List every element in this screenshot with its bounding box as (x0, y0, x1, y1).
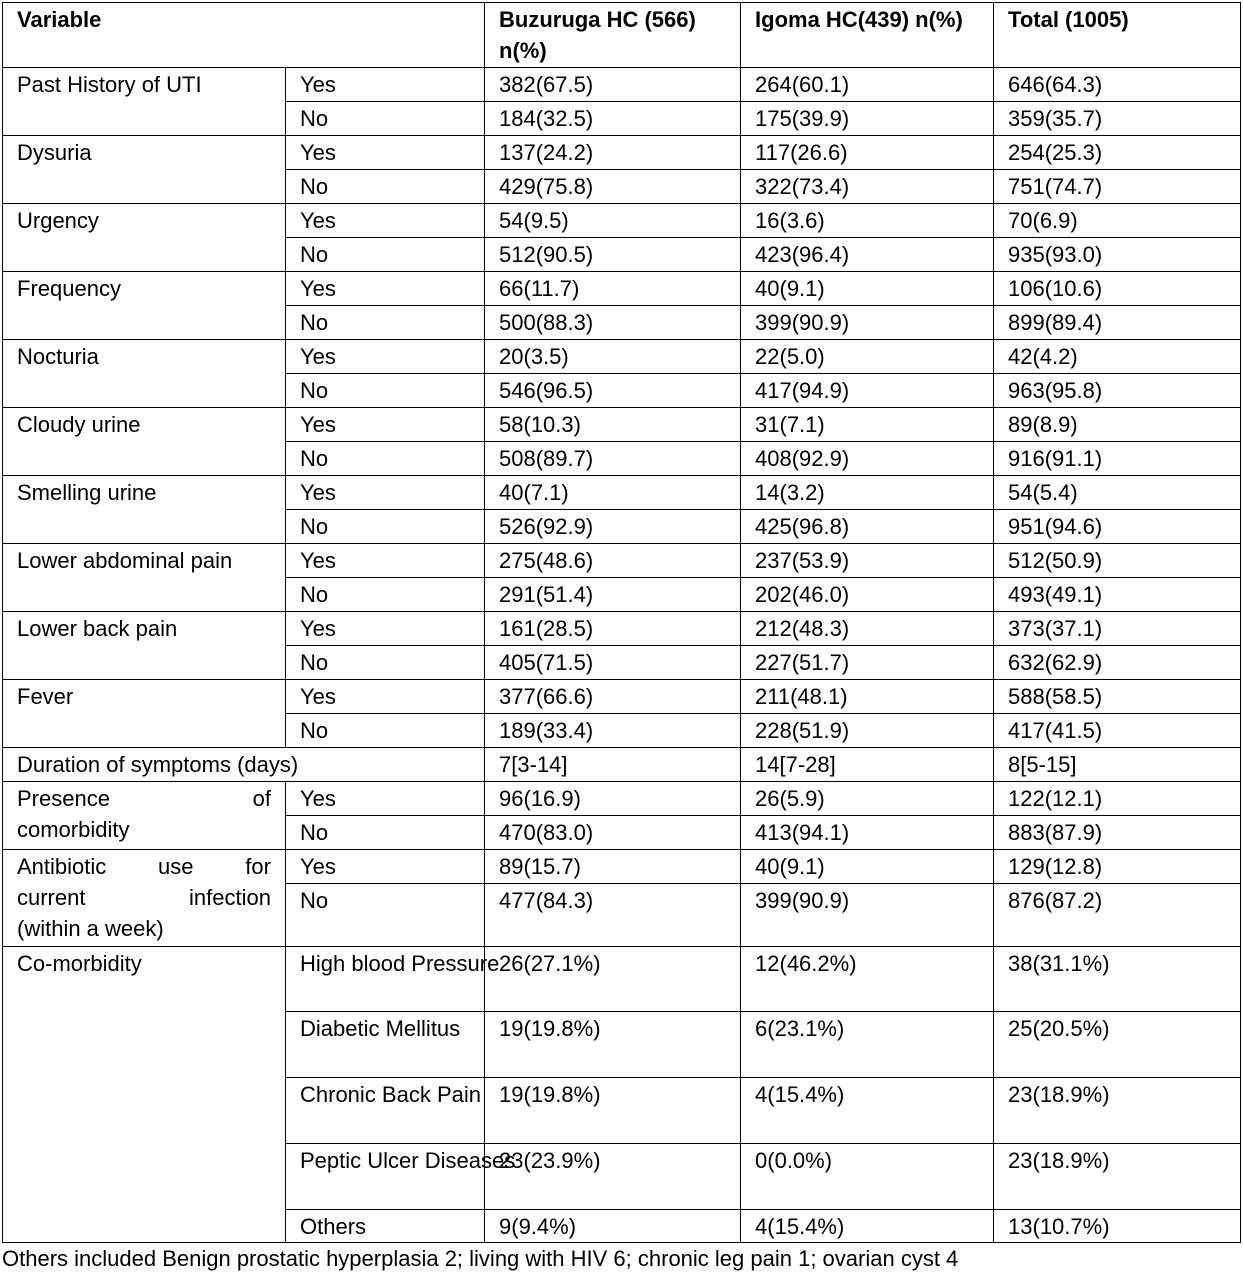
total-cell: 359(35.7) (994, 102, 1241, 136)
igoma-cell: 322(73.4) (741, 170, 994, 204)
table-row (3, 476, 1241, 510)
total-cell: 13(10.7%) (994, 1210, 1241, 1243)
igoma-cell: 12(46.2%) (741, 947, 994, 1012)
buzuruga-cell: 382(67.5) (485, 68, 741, 102)
total-cell: 935(93.0) (994, 238, 1241, 272)
igoma-cell: 0(0.0%) (741, 1144, 994, 1210)
response-cell: No (286, 374, 485, 408)
variable-label: Lower back pain (3, 612, 286, 680)
table-row (3, 680, 1241, 714)
response-cell: Peptic Ulcer Diseases (286, 1144, 485, 1210)
header-igoma (741, 3, 994, 68)
response-cell: Yes (286, 272, 485, 306)
igoma-cell: 228(51.9) (741, 714, 994, 748)
variable-label: Smelling urine (3, 476, 286, 544)
buzuruga-cell: 19(19.8%) (485, 1078, 741, 1144)
response-cell: Yes (286, 476, 485, 510)
table-row (3, 850, 1241, 884)
buzuruga-cell: 526(92.9) (485, 510, 741, 544)
variable-label-line: Presence of (17, 786, 271, 811)
response-cell: No (286, 714, 485, 748)
igoma-cell: 22(5.0) (741, 340, 994, 374)
response-cell: High blood Pressure (286, 947, 485, 1012)
total-cell: 106(10.6) (994, 272, 1241, 306)
response-cell: No (286, 816, 485, 850)
buzuruga-cell: 508(89.7) (485, 442, 741, 476)
header-buzuruga (485, 3, 741, 68)
variable-label: Cloudy urine (3, 408, 286, 476)
buzuruga-cell: 546(96.5) (485, 374, 741, 408)
table-row (3, 68, 1241, 102)
variable-label: Urgency (3, 204, 286, 272)
table-row (3, 204, 1241, 238)
table-row (3, 748, 1241, 782)
total-cell: 42(4.2) (994, 340, 1241, 374)
response-cell: Yes (286, 850, 485, 884)
buzuruga-cell: 291(51.4) (485, 578, 741, 612)
igoma-cell: 14[7-28] (741, 748, 994, 782)
igoma-cell: 227(51.7) (741, 646, 994, 680)
response-cell: Yes (286, 544, 485, 578)
table-row (3, 544, 1241, 578)
header-total: Total (1005) (994, 3, 1241, 68)
header-variable: Variable (3, 3, 485, 68)
header-igoma-text: Igoma HC(439) n(%) (755, 7, 963, 32)
igoma-cell: 408(92.9) (741, 442, 994, 476)
variable-label: Dysuria (3, 136, 286, 204)
total-cell: 23(18.9%) (994, 1144, 1241, 1210)
igoma-cell: 413(94.1) (741, 816, 994, 850)
buzuruga-cell: 23(23.9%) (485, 1144, 741, 1210)
igoma-cell: 31(7.1) (741, 408, 994, 442)
variable-label: Past History of UTI (3, 68, 286, 136)
igoma-cell: 16(3.6) (741, 204, 994, 238)
igoma-cell: 417(94.9) (741, 374, 994, 408)
total-cell: 254(25.3) (994, 136, 1241, 170)
buzuruga-cell: 40(7.1) (485, 476, 741, 510)
total-cell: 883(87.9) (994, 816, 1241, 850)
total-cell: 512(50.9) (994, 544, 1241, 578)
variable-label: Nocturia (3, 340, 286, 408)
igoma-cell: 4(15.4%) (741, 1210, 994, 1243)
buzuruga-cell: 477(84.3) (485, 884, 741, 947)
buzuruga-cell: 66(11.7) (485, 272, 741, 306)
igoma-cell: 4(15.4%) (741, 1078, 994, 1144)
response-cell: No (286, 646, 485, 680)
variable-label-line: comorbidity (17, 817, 130, 842)
response-cell: Yes (286, 136, 485, 170)
total-cell: 70(6.9) (994, 204, 1241, 238)
igoma-cell: 212(48.3) (741, 612, 994, 646)
variable-label (3, 782, 286, 850)
buzuruga-cell: 20(3.5) (485, 340, 741, 374)
buzuruga-cell: 161(28.5) (485, 612, 741, 646)
response-cell: Yes (286, 408, 485, 442)
buzuruga-cell: 137(24.2) (485, 136, 741, 170)
buzuruga-cell: 429(75.8) (485, 170, 741, 204)
total-cell: 25(20.5%) (994, 1012, 1241, 1078)
table-row (3, 408, 1241, 442)
table-row (3, 340, 1241, 374)
header-row (3, 3, 1241, 68)
igoma-cell: 40(9.1) (741, 850, 994, 884)
response-cell: No (286, 238, 485, 272)
total-cell: 876(87.2) (994, 884, 1241, 947)
total-cell: 54(5.4) (994, 476, 1241, 510)
igoma-cell: 399(90.9) (741, 884, 994, 947)
buzuruga-cell: 189(33.4) (485, 714, 741, 748)
buzuruga-cell: 96(16.9) (485, 782, 741, 816)
response-cell: Yes (286, 782, 485, 816)
response-cell: Chronic Back Pain (286, 1078, 485, 1144)
variable-label-line: current infection (17, 885, 271, 910)
response-cell: No (286, 578, 485, 612)
buzuruga-cell: 500(88.3) (485, 306, 741, 340)
response-cell: Yes (286, 612, 485, 646)
total-cell: 38(31.1%) (994, 947, 1241, 1012)
response-cell: No (286, 884, 485, 947)
buzuruga-cell: 89(15.7) (485, 850, 741, 884)
total-cell: 751(74.7) (994, 170, 1241, 204)
header-buzuruga-text: Buzuruga HC (566) n(%) (499, 7, 696, 63)
response-cell: No (286, 510, 485, 544)
response-cell: Yes (286, 204, 485, 238)
igoma-cell: 117(26.6) (741, 136, 994, 170)
total-cell: 632(62.9) (994, 646, 1241, 680)
igoma-cell: 175(39.9) (741, 102, 994, 136)
total-cell: 23(18.9%) (994, 1078, 1241, 1144)
total-cell: 417(41.5) (994, 714, 1241, 748)
buzuruga-cell: 377(66.6) (485, 680, 741, 714)
buzuruga-cell: 54(9.5) (485, 204, 741, 238)
total-cell: 951(94.6) (994, 510, 1241, 544)
total-cell: 8[5-15] (994, 748, 1241, 782)
variable-label-line: (within a week) (17, 916, 164, 941)
variable-label (3, 850, 286, 947)
igoma-cell: 202(46.0) (741, 578, 994, 612)
igoma-cell: 423(96.4) (741, 238, 994, 272)
igoma-cell: 264(60.1) (741, 68, 994, 102)
buzuruga-cell: 19(19.8%) (485, 1012, 741, 1078)
igoma-cell: 40(9.1) (741, 272, 994, 306)
total-cell: 646(64.3) (994, 68, 1241, 102)
buzuruga-cell: 9(9.4%) (485, 1210, 741, 1243)
table-row (3, 136, 1241, 170)
response-cell: Yes (286, 340, 485, 374)
variable-label: Lower abdominal pain (3, 544, 286, 612)
buzuruga-cell: 405(71.5) (485, 646, 741, 680)
buzuruga-cell: 184(32.5) (485, 102, 741, 136)
variable-label: Duration of symptoms (days) (3, 748, 485, 782)
buzuruga-cell: 275(48.6) (485, 544, 741, 578)
response-cell: Yes (286, 680, 485, 714)
table-row (3, 612, 1241, 646)
variable-label: Frequency (3, 272, 286, 340)
total-cell: 122(12.1) (994, 782, 1241, 816)
response-cell: Diabetic Mellitus (286, 1012, 485, 1078)
total-cell: 899(89.4) (994, 306, 1241, 340)
igoma-cell: 211(48.1) (741, 680, 994, 714)
buzuruga-cell: 26(27.1%) (485, 947, 741, 1012)
total-cell: 493(49.1) (994, 578, 1241, 612)
igoma-cell: 399(90.9) (741, 306, 994, 340)
response-cell: Others (286, 1210, 485, 1243)
buzuruga-cell: 512(90.5) (485, 238, 741, 272)
igoma-cell: 14(3.2) (741, 476, 994, 510)
table-row (3, 947, 1241, 1012)
variable-label: Co-morbidity (3, 947, 286, 1243)
total-cell: 373(37.1) (994, 612, 1241, 646)
variable-label: Fever (3, 680, 286, 748)
total-cell: 963(95.8) (994, 374, 1241, 408)
total-cell: 89(8.9) (994, 408, 1241, 442)
igoma-cell: 6(23.1%) (741, 1012, 994, 1078)
buzuruga-cell: 7[3-14] (485, 748, 741, 782)
igoma-cell: 237(53.9) (741, 544, 994, 578)
response-cell: No (286, 442, 485, 476)
total-cell: 588(58.5) (994, 680, 1241, 714)
symptoms-table (2, 2, 1241, 1243)
response-cell: No (286, 102, 485, 136)
variable-label-line: Antibiotic use for (17, 854, 271, 879)
response-cell: Yes (286, 68, 485, 102)
table-footnote: Others included Benign prostatic hyperplasia 2; living with HIV 6; chronic leg pain 1; ovarian cyst 4 (2, 1246, 959, 1271)
igoma-cell: 425(96.8) (741, 510, 994, 544)
table-row (3, 272, 1241, 306)
igoma-cell: 26(5.9) (741, 782, 994, 816)
response-cell: No (286, 306, 485, 340)
total-cell: 916(91.1) (994, 442, 1241, 476)
response-cell: No (286, 170, 485, 204)
buzuruga-cell: 470(83.0) (485, 816, 741, 850)
buzuruga-cell: 58(10.3) (485, 408, 741, 442)
total-cell: 129(12.8) (994, 850, 1241, 884)
table-row (3, 782, 1241, 816)
